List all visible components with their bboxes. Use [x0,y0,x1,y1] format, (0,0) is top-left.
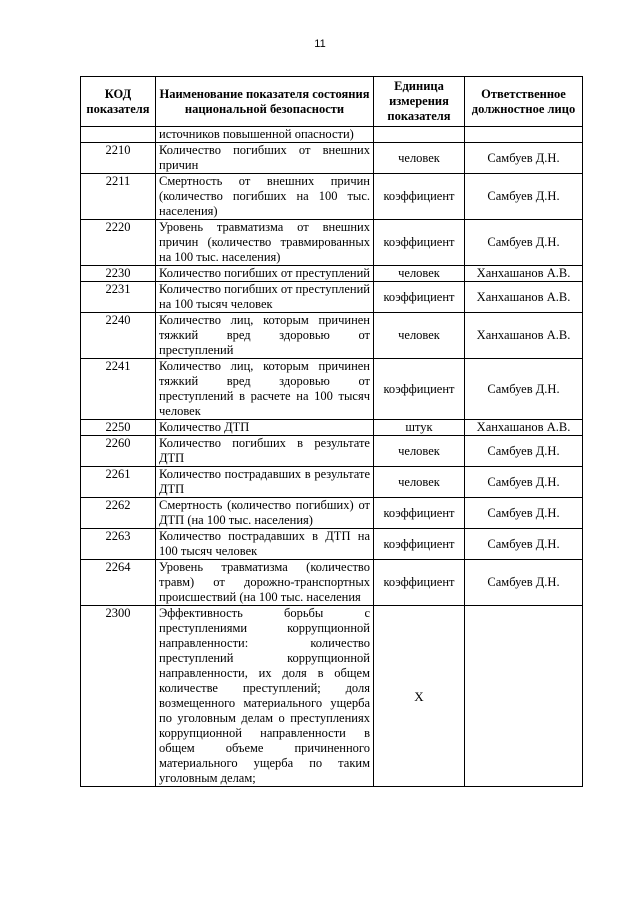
table-row [81,143,583,174]
row-person: Самбуев Д.Н. [465,436,583,467]
row-code: 2211 [81,174,156,220]
row-code: 2250 [81,420,156,436]
row-unit: коэффициент [374,560,465,606]
row-code: 2260 [81,436,156,467]
row-name: Количество пострадавших в результате ДТП [156,467,374,498]
row-name: Смертность (количество погибших) от ДТП (на 100 тыс. населения) [156,498,374,529]
table-row [81,606,583,787]
table-row [81,313,583,359]
table-row [81,266,583,282]
row-code: 2231 [81,282,156,313]
row-person: Самбуев Д.Н. [465,143,583,174]
row-name: Количество погибших от преступлений [156,266,374,282]
row-name: Смертность от внешних причин (количество погибших на 100 тыс. населения) [156,174,374,220]
row-name: источников повышенной опасности) [156,127,374,143]
row-unit: человек [374,436,465,467]
page-number: 11 [314,38,326,50]
row-unit: человек [374,143,465,174]
row-person: Самбуев Д.Н. [465,359,583,420]
row-name: Количество лиц, которым причинен тяжкий вред здоровью от преступлений [156,313,374,359]
header-person: Ответственное должностное лицо [465,77,583,127]
table-row [81,220,583,266]
row-person: Самбуев Д.Н. [465,498,583,529]
table-row [81,560,583,606]
row-unit: штук [374,420,465,436]
row-code: 2263 [81,529,156,560]
row-person: Самбуев Д.Н. [465,220,583,266]
row-person: Ханхашанов А.В. [465,282,583,313]
row-code: 2230 [81,266,156,282]
row-name: Эффективность борьбы с преступлениями коррупционной направленности: количество преступлений коррупционной направленности, их доля в общем количестве преступлений; доля возмещенного материального ущерба по уголовным делам о преступлениях коррупционной направленности в общем объеме причиненного материального ущерба по таким уголовным делам; [156,606,374,787]
row-unit [374,127,465,143]
row-name: Количество ДТП [156,420,374,436]
table-row [81,467,583,498]
row-unit: Х [374,606,465,787]
row-name: Количество пострадавших в ДТП на 100 тысяч человек [156,529,374,560]
header-name: Наименование показателя состояния национальной безопасности [156,77,374,127]
row-code: 2241 [81,359,156,420]
row-code: 2300 [81,606,156,787]
table-header-row [81,77,583,127]
row-person [465,606,583,787]
row-unit: коэффициент [374,220,465,266]
table-row [81,436,583,467]
row-name: Количество погибших в результате ДТП [156,436,374,467]
row-name: Количество погибших от внешних причин [156,143,374,174]
table-row [81,359,583,420]
row-person: Ханхашанов А.В. [465,266,583,282]
row-name: Количество лиц, которым причинен тяжкий вред здоровью от преступлений в расчете на 100 тысяч человек [156,359,374,420]
row-code: 2220 [81,220,156,266]
row-unit: человек [374,266,465,282]
row-unit: коэффициент [374,282,465,313]
table-row [81,127,583,143]
table-row [81,420,583,436]
row-code: 2262 [81,498,156,529]
row-person: Ханхашанов А.В. [465,420,583,436]
row-unit: коэффициент [374,529,465,560]
header-unit: Единица измерения показателя [374,77,465,127]
row-person: Самбуев Д.Н. [465,560,583,606]
row-unit: коэффициент [374,498,465,529]
row-person: Ханхашанов А.В. [465,313,583,359]
row-code: 2240 [81,313,156,359]
row-name: Количество погибших от преступлений на 100 тысяч человек [156,282,374,313]
row-name: Уровень травматизма от внешних причин (количество травмированных на 100 тыс. населения) [156,220,374,266]
row-person: Самбуев Д.Н. [465,467,583,498]
row-name: Уровень травматизма (количество травм) от дорожно-транспортных происшествий (на 100 тыс. населения [156,560,374,606]
header-code: КОД показателя [81,77,156,127]
row-person [465,127,583,143]
table-row [81,282,583,313]
row-person: Самбуев Д.Н. [465,174,583,220]
row-code: 2210 [81,143,156,174]
table-row [81,174,583,220]
table-row [81,498,583,529]
row-person: Самбуев Д.Н. [465,529,583,560]
row-unit: коэффициент [374,174,465,220]
indicators-table [80,76,583,787]
row-code [81,127,156,143]
row-unit: человек [374,467,465,498]
table-row [81,529,583,560]
row-unit: человек [374,313,465,359]
row-unit: коэффициент [374,359,465,420]
row-code: 2261 [81,467,156,498]
row-code: 2264 [81,560,156,606]
